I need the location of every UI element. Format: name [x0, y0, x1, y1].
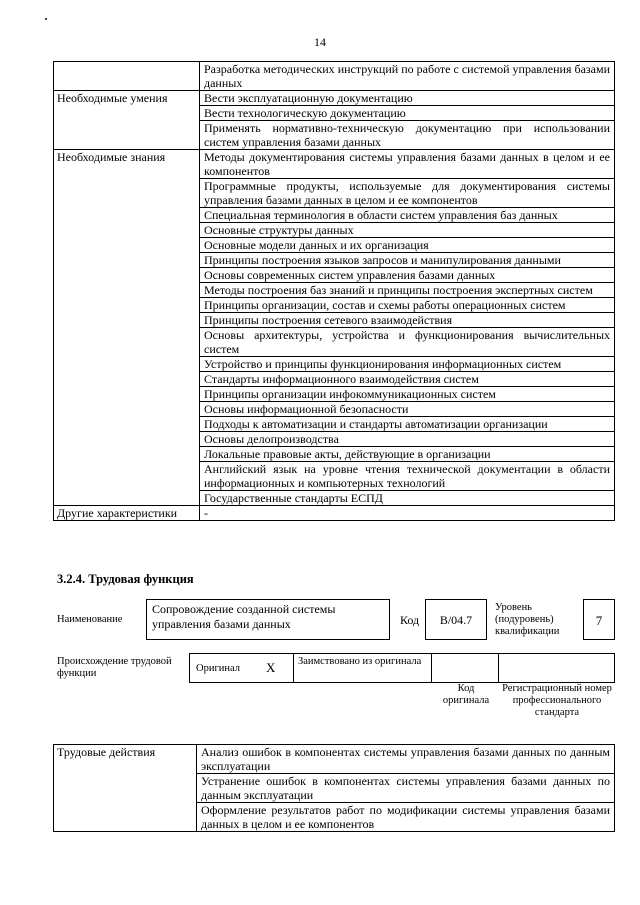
table-row: [54, 150, 615, 179]
row-item: Вести эксплуатационную документацию: [200, 91, 615, 106]
row-item: Локальные правовые акты, действующие в организации: [200, 447, 615, 462]
code-original-cell: [431, 653, 499, 683]
row-item: Основные структуры данных: [200, 223, 615, 238]
row-item: Основы информационной безопасности: [200, 402, 615, 417]
row-item: Английский язык на уровне чтения технической документации в области информационных и компьютерных технологий: [200, 462, 615, 491]
row-item: Подходы к автоматизации и стандарты автоматизации организации: [200, 417, 615, 432]
row-label: Необходимые знания: [54, 150, 200, 506]
competency-table: [53, 61, 615, 521]
row-item: -: [200, 506, 615, 521]
row-item: Специальная терминология в области систем управления баз данных: [200, 208, 615, 223]
row-item: Принципы организации, состав и схемы работы операционных систем: [200, 298, 615, 313]
table-row: [54, 506, 615, 521]
original-mark: X: [266, 660, 276, 675]
name-label: Наименование: [57, 614, 123, 625]
row-item: Принципы построения языков запросов и манипулирования данными: [200, 253, 615, 268]
row-item: Методы документирования системы управления базами данных в целом и ее компонентов: [200, 150, 615, 179]
row-item: Основные модели данных и их организация: [200, 238, 615, 253]
level-label: Уровень (подуровень) квалификации: [495, 602, 560, 637]
original-label: Оригинал: [196, 663, 240, 674]
row-item: Вести технологическую документацию: [200, 106, 615, 121]
row-item: Основы архитектуры, устройства и функционирования вычислительных систем: [200, 328, 615, 357]
labor-actions-table: [53, 744, 615, 832]
row-label: Необходимые умения: [54, 91, 200, 150]
scan-speck: [45, 18, 47, 20]
code-original-caption: Код оригинала: [442, 683, 490, 706]
row-item: Государственные стандарты ЕСПД: [200, 491, 615, 506]
level-value-box: [583, 599, 615, 640]
level-value: 7: [595, 613, 603, 628]
code-value-box: [425, 599, 487, 640]
row-item: Принципы организации инфокоммуникационных систем: [200, 387, 615, 402]
row-item: Стандарты информационного взаимодействия систем: [200, 372, 615, 387]
row-item: Основы делопроизводства: [200, 432, 615, 447]
row-item: Анализ ошибок в компонентах системы управления базами данных по данным эксплуатации: [197, 745, 615, 774]
reg-number-caption: Регистрационный номер профессионального стандарта: [502, 683, 612, 718]
borrowed-label: Заимствовано из оригинала: [298, 656, 422, 667]
row-item: Оформление результатов работ по модификации системы управления базами данных в целом и ее компонентов: [197, 803, 615, 832]
reg-number-cell: [498, 653, 615, 683]
row-item: Устранение ошибок в компонентах системы управления базами данных по данным эксплуатации: [197, 774, 615, 803]
code-label: Код: [400, 613, 420, 627]
row-item: Принципы построения сетевого взаимодействия: [200, 313, 615, 328]
table-row: [54, 745, 615, 774]
origin-row: [189, 653, 615, 683]
origin-label: Происхождение трудовой функции: [57, 656, 172, 679]
section-title: 3.2.4. Трудовая функция: [57, 572, 194, 586]
page-number: 14: [314, 35, 326, 49]
row-item: Методы построения баз знаний и принципы построения экспертных систем: [200, 283, 615, 298]
original-cell: [189, 653, 294, 683]
row-item: Программные продукты, используемые для документирования системы управления базами данных в целом и ее компонентов: [200, 179, 615, 208]
row-label: Другие характеристики: [54, 506, 200, 521]
function-code: B/04.7: [439, 613, 473, 627]
row-item: Применять нормативно-техническую документацию при использовании систем управления базами данных: [200, 121, 615, 150]
name-value-box: [146, 599, 390, 640]
row-item: Основы современных систем управления базами данных: [200, 268, 615, 283]
row-item: Разработка методических инструкций по работе с системой управления базами данных: [200, 62, 615, 91]
row-label: Трудовые действия: [54, 745, 197, 832]
function-name: Сопровождение созданной системы управления базами данных: [152, 602, 336, 631]
row-label: [54, 62, 200, 91]
borrowed-cell: [293, 653, 432, 683]
row-item: Устройство и принципы функционирования информационных систем: [200, 357, 615, 372]
table-row: [54, 62, 615, 91]
table-row: [54, 91, 615, 106]
